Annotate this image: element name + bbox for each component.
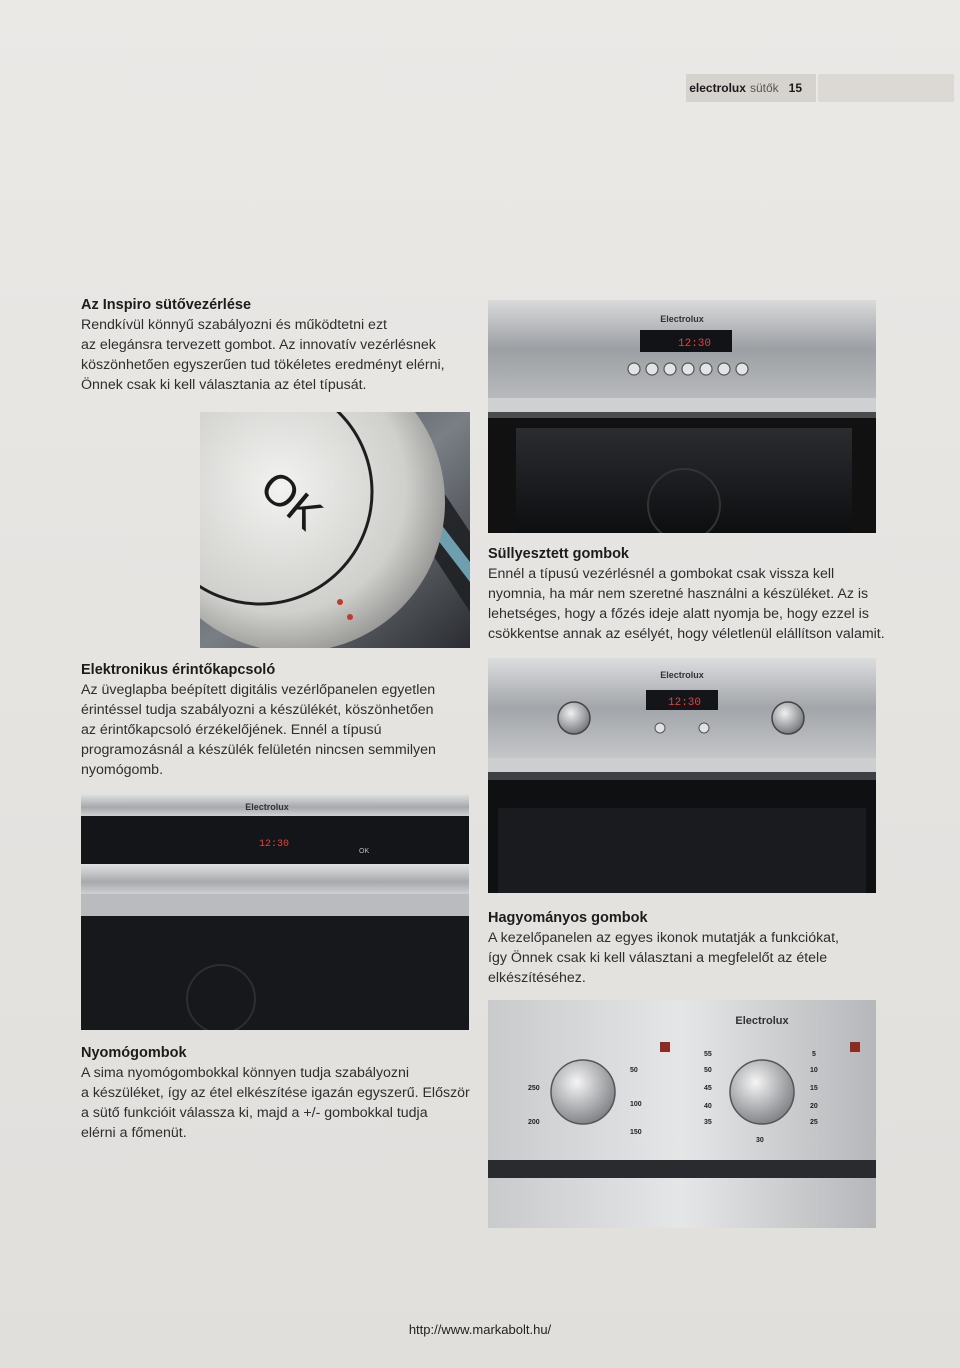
oven-logo: Electrolux	[660, 314, 704, 324]
footer-url[interactable]: http://www.markabolt.hu/	[408, 1322, 552, 1337]
page-number: 15	[788, 81, 802, 95]
inspiro-line: az elegánsra tervezett gombot. Az innovatív vezérlésnek	[81, 337, 436, 353]
ok-knob-photo	[200, 412, 470, 648]
inspiro-section	[81, 295, 481, 395]
dial-mark: 250	[528, 1085, 540, 1092]
sullyesztett-line: nyomnia, ha már nem szeretné használni a készüléket. Az is	[488, 586, 869, 602]
oven-ok-label: OK	[359, 848, 370, 855]
dial-mark: 150	[630, 1129, 642, 1136]
elektronikus-line: nyomógomb.	[81, 762, 164, 778]
elektronikus-line: az érintőkapcsoló érzékelőjének. Ennél a típusú	[81, 722, 382, 738]
dial-mark: 15	[810, 1085, 818, 1092]
hagyomanyos-line: így Önnek csak ki kell választani a megfelelőt az étele	[488, 950, 828, 966]
inspiro-line: Önnek csak ki kell választania az étel típusát.	[81, 377, 367, 393]
header-strip	[818, 74, 954, 102]
sullyesztett-line: csökkentse annak az esélyét, hogy véletlenül elállítson valamit.	[488, 626, 885, 642]
oven-touch-photo	[81, 794, 469, 1030]
dial-mark: 30	[756, 1137, 764, 1144]
sullyesztett-line: lehetséges, hogy a főzés ideje alatt nyomja be, hogy ezzel is	[488, 606, 869, 622]
hagyomanyos-title: Hagyományos gombok	[488, 910, 648, 926]
oven-display: 12:30	[668, 697, 702, 709]
elektronikus-title: Elektronikus érintőkapcsoló	[81, 662, 276, 678]
hagyomanyos-line: elkészítéséhez.	[488, 970, 586, 986]
inspiro-line: Rendkívül könnyű szabályozni és működtetni ezt	[81, 317, 387, 333]
nyomogombok-line: a készüléket, így az étel elkészítése igazán egyszerű. Először	[81, 1085, 470, 1101]
dial-mark: 200	[528, 1119, 540, 1126]
header-section: sütők	[749, 81, 779, 95]
inspiro-line: köszönhetően egyszerűen tud tökéletes eredményt elérni,	[81, 357, 445, 373]
dial-mark: 5	[812, 1051, 816, 1058]
nyomogombok-section	[81, 1043, 481, 1143]
dial-mark: 20	[810, 1103, 818, 1110]
oven-pushbuttons-photo	[488, 300, 876, 533]
oven-logo: Electrolux	[660, 670, 704, 680]
inspiro-title: Az Inspiro sütővezérlése	[81, 297, 252, 313]
header-brand: electrolux	[689, 81, 746, 95]
dial-mark: 40	[704, 1103, 712, 1110]
dial-mark: 45	[704, 1085, 712, 1092]
running-header	[686, 74, 816, 102]
nyomogombok-line: elérni a főmenüt.	[81, 1125, 187, 1141]
oven-display: 12:30	[259, 839, 290, 850]
oven-retractable-photo	[488, 658, 876, 893]
sullyesztett-line: Ennél a típusú vezérlésnél a gombokat csak vissza kell	[488, 566, 835, 582]
hagyomanyos-line: A kezelőpanelen az egyes ikonok mutatják a funkciókat,	[488, 930, 839, 946]
elektronikus-line: érintéssel tudja szabályozni a készülékét, köszönhetően	[81, 702, 434, 718]
dial-mark: 50	[630, 1067, 638, 1074]
sullyesztett-title: Süllyesztett gombok	[488, 546, 629, 562]
dial-mark: 10	[810, 1067, 818, 1074]
elektronikus-section	[81, 660, 481, 780]
ok-knob-label: OK	[251, 461, 332, 540]
dial-mark: 25	[810, 1119, 818, 1126]
elektronikus-line: Az üveglapba beépített digitális vezérlőpanelen egyetlen	[81, 682, 436, 698]
nyomogombok-line: a sütő funkcióit válassza ki, majd a +/- gombokkal tudja	[81, 1105, 428, 1121]
dial-mark: 35	[704, 1119, 712, 1126]
oven-logo: Electrolux	[735, 1015, 789, 1027]
dial-mark: 100	[630, 1101, 642, 1108]
oven-traditional-photo	[488, 1000, 876, 1228]
nyomogombok-title: Nyomógombok	[81, 1045, 187, 1061]
dial-mark: 55	[704, 1051, 712, 1058]
nyomogombok-line: A sima nyomógombokkal könnyen tudja szabályozni	[81, 1065, 410, 1081]
dial-mark: 50	[704, 1067, 712, 1074]
oven-display: 12:30	[678, 338, 712, 350]
hagyomanyos-section	[488, 908, 888, 988]
sullyesztett-section	[488, 544, 888, 644]
elektronikus-line: programozásnál a készülék felületén nincsen semmilyen	[81, 742, 436, 758]
oven-logo: Electrolux	[245, 802, 289, 812]
